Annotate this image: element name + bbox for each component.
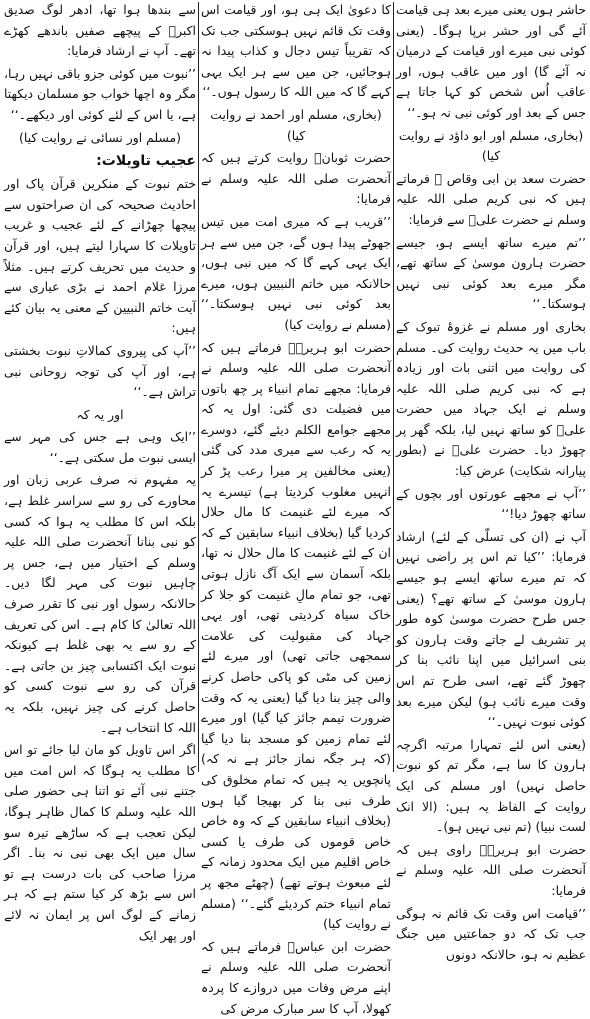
- middle-column: [201, 0, 391, 1016]
- paragraph: ختم نبوت کے منکرین قرآن پاک اور احادیث صحیحہ کی ان صراحتوں سے پیچھا چھڑانے کے لئے عجیب و غریب تاویلات کا سہارا لیتے ہیں، اور قرآن و حدیث میں تحریف کرتے ہیں۔ مثلاً مرزا غلام احمد نے بڑی عیاری سے آیت خاتم النبیین کے معنی یہ بیان کئے ہیں:: [4, 176, 196, 336]
- paragraph: (یعنی اس لئے تمہارا مرتبہ اگرچہ ہارون کا سا ہے، مگر تم کو نبوت حاصل نہیں) اور مسلم کی ایک روایت کے الفاظ یہ ہیں: (الا انک لست نبیا) (تم نبی نہیں ہو)۔: [396, 736, 586, 835]
- citation: (بخاری، مسلم اور ابو داؤد نے روایت کیا): [398, 127, 584, 164]
- citation: (مسلم اور نسائی نے روایت کیا): [18, 129, 181, 145]
- paragraph: کا دعویٰ ایک ہی ہو، اور قیامت اس وقت تک قائم نہیں ہوسکتی جب تک کہ تقریباً تیس دجال و کذاب پیدا نہ ہوجائیں، جن میں سے ہر ایک یہی کہے گا کہ میں اللہ کا رسول ہوں۔‘‘: [201, 2, 391, 100]
- paragraph: اور یہ کہ: [76, 406, 124, 422]
- quote: ’’ایک وہی ہے جس کی مہر سے ایسی نبوت مل سکتی ہے۔‘‘: [4, 429, 196, 465]
- hadith-quote: ’’آپ نے مجھے عورتوں اور بچوں کے ساتھ چھوڑ دیا!‘‘: [396, 485, 586, 522]
- column-divider: [393, 2, 394, 772]
- hadith-quote: ’’نبوت میں کوئی جزو باقی نہیں رہا، مگر وہ اچھا خواب جو مسلمان دیکھتا ہے، یا اس کے لئے کوئی اور دیکھے۔‘‘: [4, 65, 196, 122]
- paragraph: حضرت ابن عباسؓ فرماتے ہیں کہ آنحضرت صلی اللہ علیہ وسلم نے اپنے مرض وفات میں دروازے کا پردہ کھولا، آپ کا سر مبارک مرض کی: [201, 938, 391, 1016]
- paragraph: حضرت ابو ہریرہؓ فرماتے ہیں کہ آنحضرت صلی اللہ علیہ وسلم نے فرمایا: مجھے تمام انبیاء پر چھ باتوں میں فضیلت دی گئی: اول یہ کہ مجھے جوامع الکلم دیئے گئے، دوسرے یہ کہ رعب سے میری مدد کی گئی (یعنی مخالفین پر میرا رعب پڑ کر انہیں مغلوب کردیتا ہے) تیسرے یہ کہ میرے لئے غنیمت کا مال حلال کردیا گیا (بخلاف انبیاء سابقین کے کہ ان کے لئے غنیمت کا مال حلال نہ تھا، بلکہ آسمان سے ایک آگ نازل ہوتی تھی، جو تمام مالِ غنیمت کو جلا کر خاک سیاہ کردیتی تھی، اور یہی جہاد کی مقبولیت کی علامت سمجھی جاتی تھی) اور میرے لئے زمین کی مٹی کو پاکی حاصل کرنے والی چیز بنا دیا گیا (یعنی یہ کہ وقت ضرورت تیمم جائز کیا گیا) اور میرے لئے تمام زمین کو مسجد بنا دیا گیا (کہ ہر جگہ نماز جائز ہے نہ کہ) پانچویں یہ ہیں کہ تمام مخلوق کی طرف نبی بنا کر بھیجا گیا ہوں (بخلاف انبیاء سابقین کے کہ وہ خاص خاص قوموں کی طرف یا کسی خاص اقلیم میں ایک محدود زمانہ کے لئے مبعوث ہوتے تھے) (چھٹے مجھ پر تمام انبیاء ختم کردیئے گئے۔‘‘ (مسلم نے روایت کیا): [201, 339, 391, 932]
- hadith-quote: ’’تم میرے ساتھ ایسے ہو، جیسے حضرت ہارون موسیٰ کے ساتھ تھے، مگر میرے بعد کوئی نبی نہیں ہوسکتا۔‘‘: [396, 234, 586, 312]
- hadith-quote: ’’قیامت اس وقت تک قائم نہ ہوگی جب تک کہ دو جماعتیں میں جنگ عظیم نہ ہو، حالانکہ دونوں: [396, 905, 586, 962]
- paragraph: حضرت ابو ہریرہؓ راوی ہیں کہ آنحضرت صلی اللہ علیہ وسلم نے فرمایا:: [396, 841, 586, 898]
- paragraph: سے بندھا ہوا تھا، ادھر لوگ صدیق اکبرؓ کے پیچھے صفیں باندھے کھڑے تھے۔ آپ نے ارشاد فرمایا:: [4, 2, 196, 59]
- paragraph: حضرت سعد بن ابی وقاص ؓ فرماتے ہیں کہ نبی کریم صلی اللہ علیہ وسلم نے حضرت علیؓ سے فرمایا:: [396, 170, 586, 227]
- hadith-quote: ’’قریب ہے کہ میری امت میں تیس جھوٹے پیدا ہوں گے، جن میں سے ہر ایک یہی کہے گا کہ میں نبی ہوں، حالانکہ میں خاتم النبیین ہوں، میرے بعد کوئی نبی نہیں ہوسکتا۔‘‘ (مسلم نے روایت کیا): [201, 213, 391, 332]
- paragraph: آپ نے (ان کی تسلّی کے لئے) ارشاد فرمایا: ’’کیا تم اس پر راضی نہیں کہ تم میرے ساتھ ایسے ہو جیسے ہارون موسیٰ کے ساتھ تھے؟ (یعنی جس طرح حضرت موسیٰ کوہ طور پر تشریف لے جاتے وقت ہارون کو بنی اسرائیل میں اپنا نائب بنا کر چھوڑ گئے تھے، اسی طرح تم اس وقت میرے نائب ہو) لیکن میرے بعد کوئی نبوت نہیں۔‘‘: [396, 528, 586, 730]
- quote: ’’آپ کی پیروی کمالاتِ نبوت بخشتی ہے، اور آپ کی توجہ روحانی نبی تراش ہے۔‘‘: [4, 342, 196, 400]
- paragraph: یہ مفہوم نہ صرف عربی زبان اور محاورے کی رو سے سراسر غلط ہے، بلکہ اس کا مطلب یہ ہوا کہ کسی کو نبی بنانا آنحضرت صلی اللہ علیہ وسلم کے اختیار میں ہے، جس پر چاہیں نبوت کی مہر لگا دیں۔ حالانکہ رسول اور نبی کا تقرر صرف اللہ تعالیٰ کا کام ہے۔ اس کی تعریف کے رو سے یہ بھی غلط ہے کیونکہ نبوت ایک اکتسابی چیز بن جاتی ہے۔ قرآن کی رو سے نبوت کسی کو حاصل کرنے کی چیز نہیں، بلکہ یہ اللہ کا انتخاب ہے۔: [4, 472, 196, 735]
- section-heading: عجیب تاویلات:: [96, 153, 196, 170]
- paragraph: حضرت ثوبانؓ روایت کرتے ہیں کہ آنحضرت صلی اللہ علیہ وسلم نے فرمایا:: [201, 150, 391, 207]
- paragraph: بخاری اور مسلم نے غزوۂ تبوک کے باب میں یہ حدیث روایت کی۔ مسلم کی روایت میں اتنی بات اور زیادہ ہے کہ نبی کریم صلی اللہ علیہ وسلم نے ایک جہاد میں حضرت علیؓ کو ساتھ نہیں لیا، بلکہ گھر پر چھوڑ دیا۔ حضرت علیؓ نے (بطور پیارانہ شکایت) عرض کیا:: [396, 318, 586, 479]
- citation: (بخاری، مسلم اور احمد نے روایت کیا): [210, 106, 382, 143]
- paragraph: اگر اس تاویل کو مان لیا جائے تو اس کا مطلب یہ ہوگا کہ اس امت میں جتنے نبی آئے تو اتنا ہی حضور صلی اللہ علیہ وسلم کا کمال ظاہر ہوگا، لیکن تعجب ہے کہ ساڑھے تیرہ سو سال میں ایک بھی نبی نہ بنا۔ اگر مرزا صاحب کی بات درست ہے تو اس سے بڑھ کر کیا ستم ہے کہ ہر زمانے کے لوگ اس پر ایمان نہ لائے اور پھر ایک: [4, 742, 196, 943]
- right-column: [396, 0, 586, 962]
- paragraph: حاشر ہوں یعنی میرے بعد ہی قیامت آئے گی اور حشر برپا ہوگا۔ (یعنی کوئی نبی میرے اور قیامت کے درمیان نہ آئے گا) اور میں عاقب ہوں، اور عاقب اُس شخص کو کہا جاتا ہے جس کے بعد اور کوئی نبی نہ ہو۔‘‘: [396, 2, 586, 120]
- column-divider: [198, 2, 199, 772]
- left-column: [4, 0, 196, 943]
